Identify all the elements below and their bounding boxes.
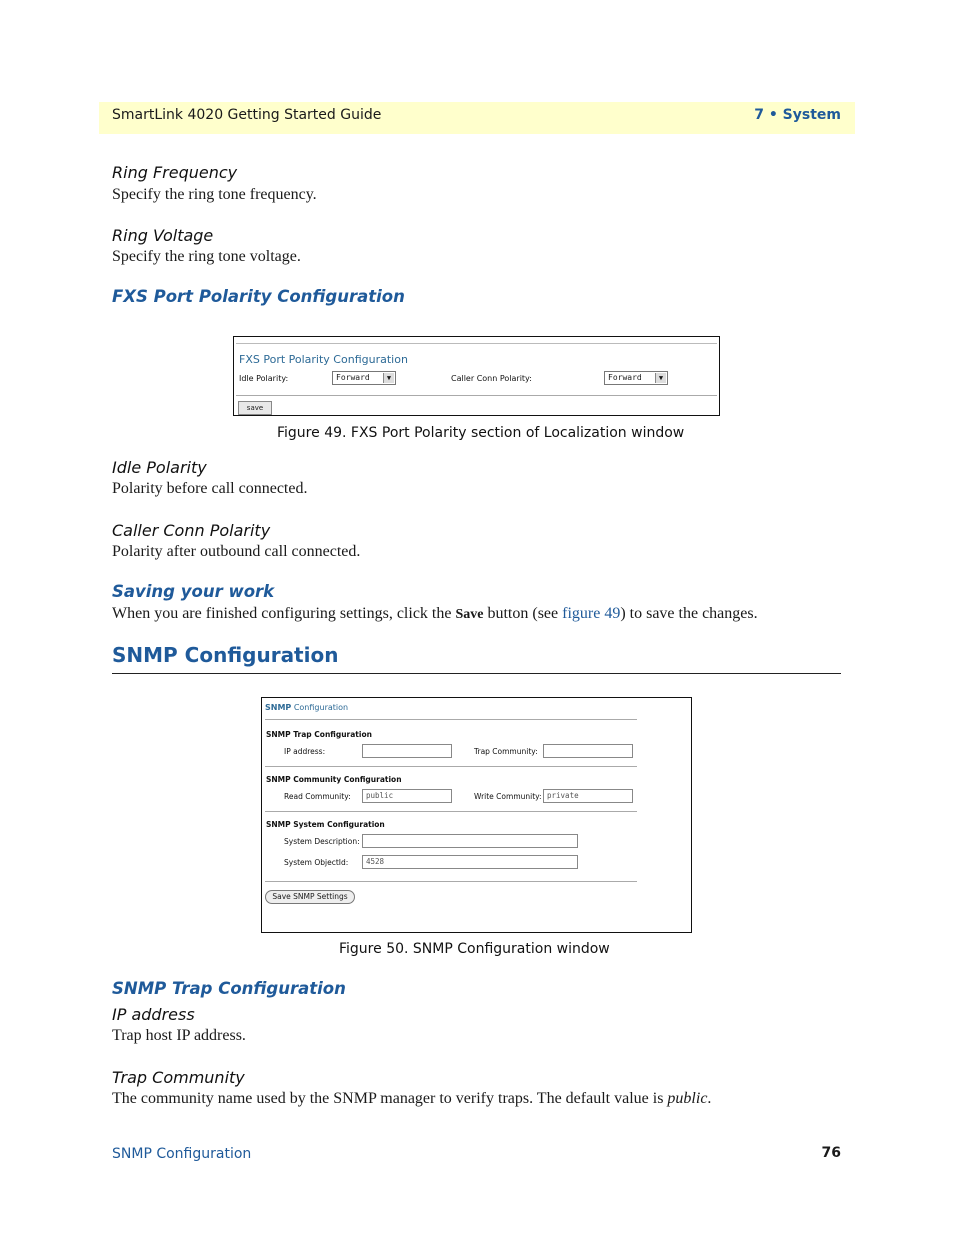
trap-community-label: Trap Community:	[474, 747, 538, 756]
divider	[265, 766, 637, 767]
caller-conn-polarity-label: Caller Conn Polarity:	[451, 374, 532, 383]
trap-community-input[interactable]	[543, 744, 633, 758]
caller-conn-polarity-value: Forward	[608, 373, 642, 382]
save-word: Save	[455, 607, 484, 622]
header-chapter: 7 • System	[754, 107, 841, 123]
figure-50-screenshot	[261, 697, 692, 933]
figure-49-screenshot	[233, 336, 720, 416]
section-rule	[112, 673, 841, 674]
trap-community-text-after: .	[707, 1090, 712, 1107]
ip-address-label: IP address:	[284, 747, 326, 756]
ip-address-heading: IP address	[112, 1005, 195, 1024]
fxs-panel-title: FXS Port Polarity Configuration	[239, 353, 408, 366]
saving-heading: Saving your work	[112, 582, 275, 601]
ring-voltage-text: Specify the ring tone voltage.	[112, 248, 301, 265]
ip-address-text: Trap host IP address.	[112, 1027, 246, 1044]
idle-polarity-value: Forward	[336, 373, 370, 382]
caller-conn-polarity-select[interactable]	[604, 371, 668, 385]
caller-conn-polarity-text: Polarity after outbound call connected.	[112, 543, 361, 560]
divider	[236, 395, 717, 396]
system-description-label: System Description:	[284, 837, 360, 846]
save-snmp-settings-button[interactable]: Save SNMP Settings	[265, 890, 355, 904]
system-objectid-input[interactable]: 4528	[362, 855, 578, 869]
ring-voltage-heading: Ring Voltage	[112, 226, 214, 245]
header-title: SmartLink 4020 Getting Started Guide	[112, 107, 382, 123]
snmp-section-heading: SNMP Configuration	[112, 643, 339, 667]
snmp-trap-heading: SNMP Trap Configuration	[112, 979, 346, 998]
footer-section: SNMP Configuration	[112, 1146, 252, 1162]
ring-frequency-heading: Ring Frequency	[112, 163, 238, 182]
idle-polarity-text: Polarity before call connected.	[112, 480, 308, 497]
trap-community-text	[112, 1090, 711, 1108]
divider	[265, 719, 637, 720]
chevron-down-icon[interactable]: ▼	[383, 373, 394, 383]
snmp-panel-title-bold: SNMP	[265, 703, 292, 712]
figure-50-caption: Figure 50. SNMP Configuration window	[339, 941, 610, 957]
system-group-title: SNMP System Configuration	[266, 820, 385, 829]
idle-polarity-heading: Idle Polarity	[112, 458, 207, 477]
community-group-title: SNMP Community Configuration	[266, 775, 402, 784]
trap-community-default: public	[667, 1090, 708, 1107]
read-community-input[interactable]: public	[362, 789, 452, 803]
saving-text-after: ) to save the changes.	[620, 605, 758, 622]
saving-paragraph	[112, 605, 758, 623]
idle-polarity-label: Idle Polarity:	[239, 374, 289, 383]
write-community-label: Write Community:	[474, 792, 542, 801]
ip-address-input[interactable]	[362, 744, 452, 758]
write-community-input[interactable]: private	[543, 789, 633, 803]
system-description-input[interactable]	[362, 834, 578, 848]
system-objectid-label: System ObjectId:	[284, 858, 349, 867]
idle-polarity-select[interactable]	[332, 371, 396, 385]
figure-49-link[interactable]: figure 49	[562, 605, 621, 622]
save-button[interactable]: save	[238, 401, 272, 415]
saving-text-middle: button (see	[483, 605, 563, 622]
snmp-panel-title	[265, 703, 348, 712]
trap-community-heading: Trap Community	[112, 1068, 245, 1087]
fxs-section-heading: FXS Port Polarity Configuration	[112, 287, 405, 306]
chevron-down-icon[interactable]: ▼	[655, 373, 666, 383]
divider	[265, 811, 637, 812]
ring-frequency-text: Specify the ring tone frequency.	[112, 186, 317, 203]
divider	[265, 881, 637, 882]
snmp-panel-title-rest: Configuration	[291, 703, 349, 712]
trap-group-title: SNMP Trap Configuration	[266, 730, 372, 739]
page-number: 76	[821, 1145, 841, 1161]
divider	[236, 343, 717, 344]
caller-conn-polarity-heading: Caller Conn Polarity	[112, 521, 271, 540]
saving-text-before: When you are finished configuring settings, click the	[112, 605, 456, 622]
figure-49-caption: Figure 49. FXS Port Polarity section of Localization window	[277, 425, 685, 441]
read-community-label: Read Community:	[284, 792, 351, 801]
trap-community-text-before: The community name used by the SNMP manager to verify traps. The default value is	[112, 1090, 668, 1107]
